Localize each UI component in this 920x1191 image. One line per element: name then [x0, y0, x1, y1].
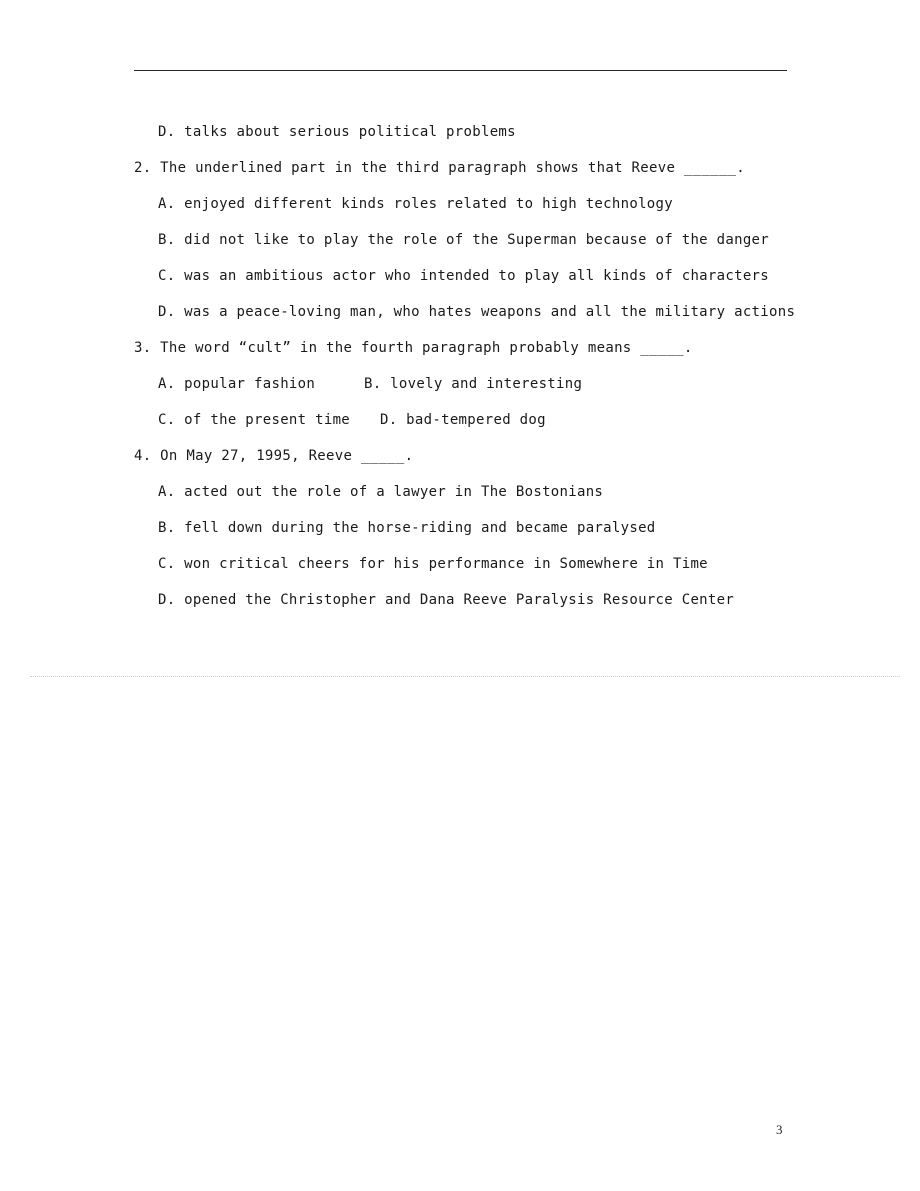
q4-option-d: D. opened the Christopher and Dana Reeve Paralysis Resource Center — [158, 592, 735, 608]
q2-stem: 2. The underlined part in the third paragraph shows that Reeve ______. — [134, 160, 746, 176]
q3-option-c: C. of the present time — [158, 412, 351, 428]
q2-option-c: C. was an ambitious actor who intended to play all kinds of characters — [158, 268, 770, 284]
q2-option-b: B. did not like to play the role of the Superman because of the danger — [158, 232, 770, 248]
page-divider — [30, 676, 900, 677]
q3-stem: 3. The word “cult” in the fourth paragraph probably means _____. — [134, 340, 693, 356]
q2-option-a: A. enjoyed different kinds roles related to high technology — [158, 196, 673, 212]
q3-option-b: B. lovely and interesting — [364, 376, 583, 392]
header-rule — [134, 70, 787, 71]
q1-option-d: D. talks about serious political problems — [158, 124, 516, 140]
q3-option-a: A. popular fashion — [158, 376, 316, 392]
q4-option-a: A. acted out the role of a lawyer in The Bostonians — [158, 484, 604, 500]
q4-option-b: B. fell down during the horse-riding and became paralysed — [158, 520, 656, 536]
q2-option-d: D. was a peace-loving man, who hates weapons and all the military actions — [158, 304, 796, 320]
page-number: 3 — [776, 1122, 783, 1137]
q4-option-c: C. won critical cheers for his performance in Somewhere in Time — [158, 556, 708, 572]
q3-option-d: D. bad-tempered dog — [380, 412, 546, 428]
q4-stem: 4. On May 27, 1995, Reeve _____. — [134, 448, 414, 464]
